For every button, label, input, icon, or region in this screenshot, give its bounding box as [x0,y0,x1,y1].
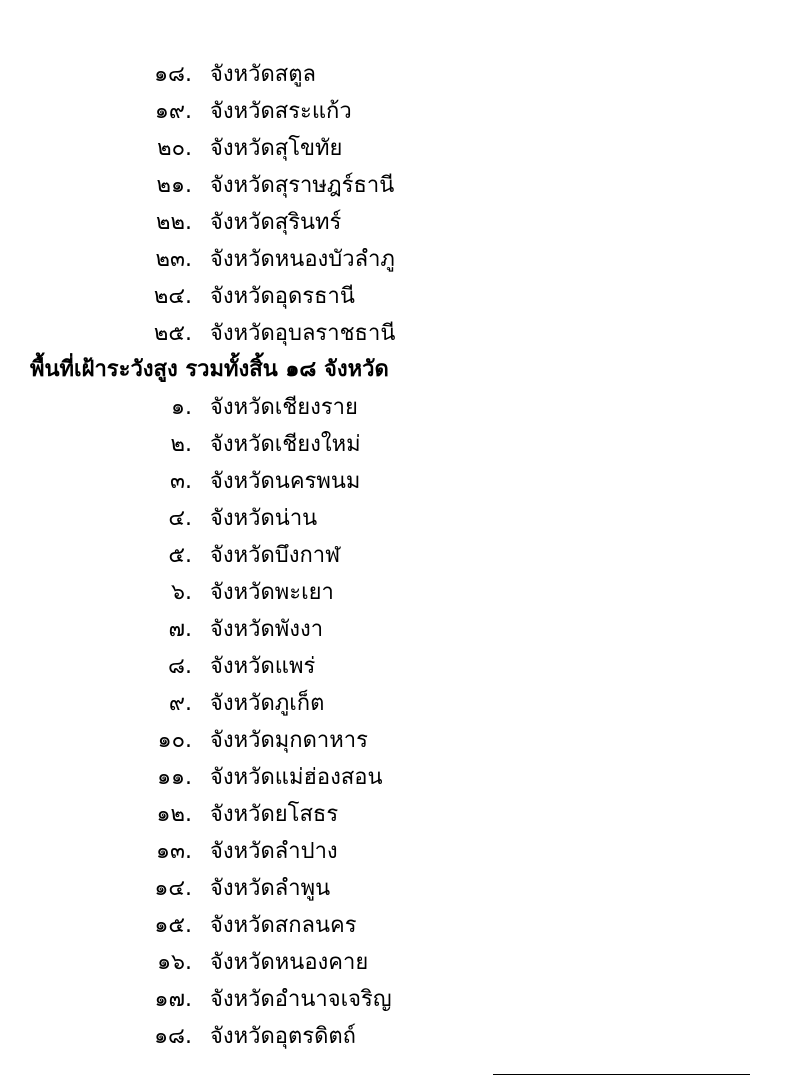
list-item [0,426,800,463]
item-number: ๑๘. [154,62,192,87]
list-item [0,389,800,426]
list-item [0,796,800,833]
province-name: จังหวัดอุตรดิตถ์ [210,1024,356,1049]
province-name: จังหวัดน่าน [210,506,318,531]
province-name: จังหวัดสระแก้ว [210,99,352,124]
item-number: ๑๖. [157,950,192,975]
province-name: จังหวัดลำพูน [210,876,331,901]
province-name: จังหวัดหนองบัวลำภู [210,247,395,272]
item-number: ๑๙. [154,99,192,124]
list-item [0,315,800,352]
item-number: ๖. [171,580,192,605]
item-number: ๙. [168,691,192,716]
item-number: ๒๕. [153,321,192,346]
item-number: ๒. [170,432,192,457]
province-list-high-surveillance [0,389,800,1055]
province-name: จังหวัดบึงกาฬ [210,543,341,568]
item-number: ๑๔. [154,876,192,901]
province-name: จังหวัดสุรินทร์ [210,210,342,235]
item-number: ๓. [169,469,192,494]
list-item [0,463,800,500]
list-item [0,537,800,574]
item-number: ๑๗. [154,987,192,1012]
list-item [0,167,800,204]
list-item [0,278,800,315]
province-name: จังหวัดเชียงใหม่ [210,432,361,457]
list-item [0,722,800,759]
list-item [0,833,800,870]
province-name: จังหวัดอุดรธานี [210,284,355,309]
list-item [0,500,800,537]
province-name: จังหวัดลำปาง [210,839,338,864]
item-number: ๗. [168,617,192,642]
province-name: จังหวัดแพร่ [210,654,316,679]
list-item [0,759,800,796]
list-item [0,574,800,611]
item-number: ๒๐. [157,136,192,161]
list-item [0,130,800,167]
item-number: ๑๐. [157,728,192,753]
province-name: จังหวัดพะเยา [210,580,334,605]
item-number: ๑๕. [154,913,192,938]
list-item [0,907,800,944]
item-number: ๒๓. [155,247,192,272]
province-name: จังหวัดอุบลราชธานี [210,321,396,346]
list-item [0,56,800,93]
province-name: จังหวัดสุราษฎร์ธานี [210,173,395,198]
province-name: จังหวัดพังงา [210,617,324,642]
list-item [0,93,800,130]
item-number: ๑๘. [154,1024,192,1049]
list-item [0,648,800,685]
province-name: จังหวัดอำนาจเจริญ [210,987,392,1012]
province-name: จังหวัดหนองคาย [210,950,369,975]
item-number: ๑. [171,395,192,420]
list-item [0,241,800,278]
list-item [0,685,800,722]
province-name: จังหวัดมุกดาหาร [210,728,368,753]
province-name: จังหวัดสกลนคร [210,913,357,938]
province-name: จังหวัดเชียงราย [210,395,358,420]
list-item [0,870,800,907]
province-name: จังหวัดแม่ฮ่องสอน [210,765,383,790]
province-name: จังหวัดสตูล [210,62,316,87]
province-name: จังหวัดสุโขทัย [210,136,343,161]
province-list-continued [0,56,800,352]
item-number: ๕. [168,543,192,568]
list-item [0,944,800,981]
list-item [0,204,800,241]
item-number: ๒๑. [156,173,192,198]
item-number: ๔. [168,506,192,531]
section-heading: พื้นที่เฝ้าระวังสูง รวมทั้งสิ้น ๑๘ จังหวัด [30,357,389,382]
footer-divider-line [493,1074,750,1075]
province-name: จังหวัดยโสธร [210,802,339,827]
item-number: ๑๑. [157,765,192,790]
province-name: จังหวัดนครพนม [210,469,361,494]
item-number: ๒๒. [156,210,192,235]
list-item [0,981,800,1018]
item-number: ๘. [168,654,192,679]
list-item [0,1018,800,1055]
list-item [0,611,800,648]
item-number: ๑๓. [156,839,192,864]
item-number: ๒๔. [153,284,192,309]
item-number: ๑๒. [156,802,192,827]
province-name: จังหวัดภูเก็ต [210,691,325,716]
